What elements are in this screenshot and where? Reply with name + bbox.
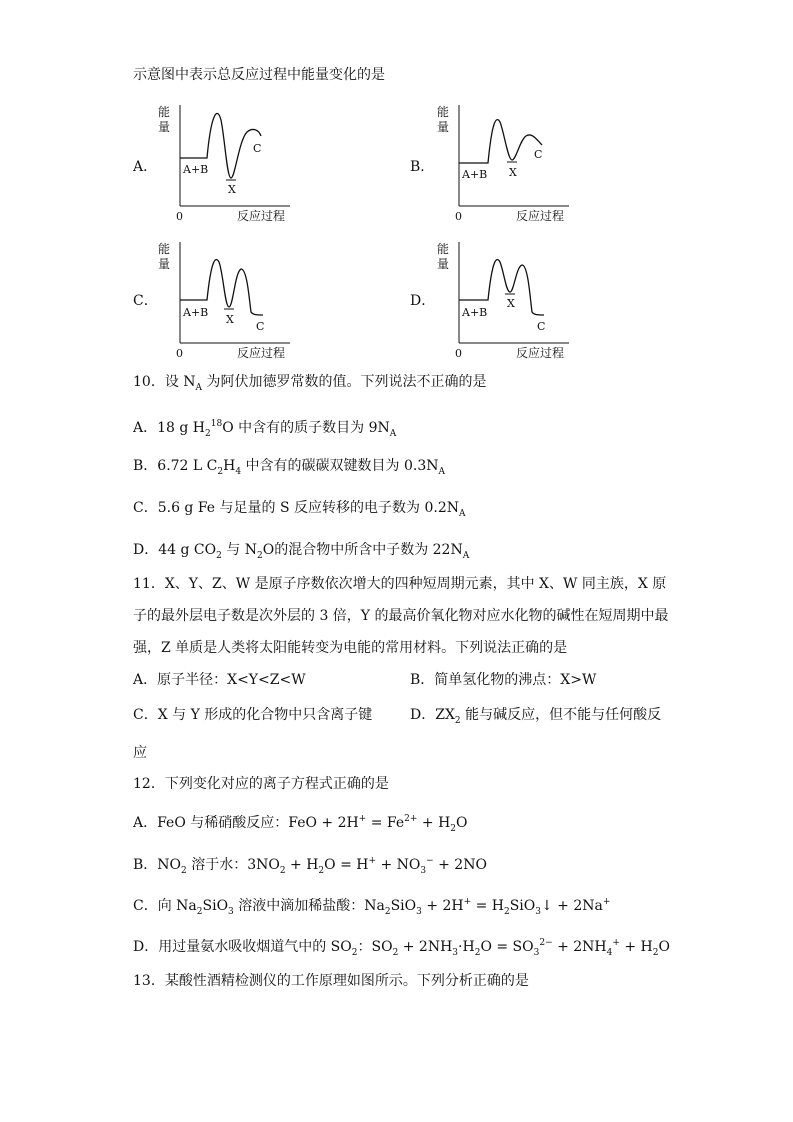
q12-option-d: D．用过量氨水吸收烟道气中的 $SO_2$：$SO_2 + 2NH_3\cdot H_2O = SO_3^{2-} + 2NH_4^+ + H_2O$	[133, 938, 670, 958]
q12-option-c: C．向 $Na_2SiO_3$ 溶液中滴加稀盐酸：$Na_2SiO_3 + 2H^+$ = $H_2SiO_3↓ + 2Na^+$	[133, 897, 611, 917]
q11-option-c: C．X 与 Y 形成的化合物中只含离子键	[133, 707, 373, 723]
q10-stem: 10．设 $N_A$ 为阿伏加德罗常数的值。下列说法不正确的是	[133, 374, 487, 393]
q12-option-a: A．FeO 与稀硝酸反应：FeO + $2H^+ = Fe^{2+} + H_2O$	[133, 814, 468, 834]
axis-label-energy-1: 能	[158, 105, 171, 119]
label-reactants: A+B	[462, 168, 488, 181]
q13-stem: 13．某酸性酒精检测仪的工作原理如图所示。下列分析正确的是	[133, 973, 529, 989]
axis-label-energy-2: 量	[158, 120, 171, 134]
q11-option-d: D．$ZX_2$ 能与碱反应，但不能与任何酸反	[410, 707, 662, 726]
axis-label-process: 反应过程	[237, 346, 286, 360]
q9-option-c-label: C．	[133, 293, 158, 309]
label-intermediate: X	[228, 183, 236, 196]
q11-stem-line2: 子的最外层电子数是次外层的 3 倍，Y 的最高价氧化物对应水化物的碱性在短周期中最	[133, 608, 669, 624]
q11-stem-line3: 强，Z 单质是人类将太阳能转变为电能的常用材料。下列说法正确的是	[133, 640, 568, 656]
q12-option-b: B．$NO_2$ 溶于水：$3NO_2 + H_2O = H^+ + NO_3^- + 2NO$	[133, 856, 487, 876]
q9-option-a-label: A．	[133, 159, 158, 175]
q11-option-a: A．原子半径：X<Y<Z<W	[133, 672, 306, 688]
q10-option-c: C．5.6 g Fe 与足量的 S 反应转移的电子数为 $0.2N_A$	[133, 500, 466, 519]
label-intermediate: X	[507, 297, 515, 310]
axis-label-energy-1: 能	[437, 105, 450, 119]
q10-option-a: A．18 g $H_2^{18}O$ 中含有的质子数目为 $9N_A$	[133, 419, 397, 439]
q10-option-d: D．44 g $CO_2$ 与 $N_2O$的混合物中所含中子数为 $22N_A$	[133, 542, 470, 561]
axis-origin: 0	[176, 347, 183, 360]
axis-origin: 0	[176, 210, 183, 223]
label-product: C	[256, 320, 265, 333]
q9-option-b-label: B．	[410, 159, 435, 175]
label-product: C	[253, 142, 262, 155]
label-intermediate: X	[226, 313, 234, 326]
axis-label-energy-2: 量	[437, 120, 450, 134]
axis-origin: 0	[455, 210, 462, 223]
axis-label-energy-1: 能	[437, 242, 450, 256]
q11-option-d-wrap: 应	[133, 745, 147, 761]
q11-stem-line1: 11．X、Y、Z、W 是原子序数依次增大的四种短周期元素，其中 X、W 同主族，X 原	[133, 576, 667, 592]
axis-label-energy-2: 量	[437, 257, 450, 271]
q11-option-b: B．简单氢化物的沸点：X>W	[410, 672, 597, 688]
q12-stem: 12．下列变化对应的离子方程式正确的是	[133, 776, 389, 792]
energy-diagram-b	[434, 100, 574, 225]
label-reactants: A+B	[183, 306, 209, 319]
label-intermediate: X	[509, 166, 517, 179]
label-product: C	[537, 320, 546, 333]
label-product: C	[534, 148, 543, 161]
axis-label-process: 反应过程	[516, 209, 565, 223]
axis-label-energy-1: 能	[158, 242, 171, 256]
energy-diagram-c	[155, 237, 295, 362]
q9-option-d-label: D．	[410, 293, 436, 309]
axis-label-process: 反应过程	[516, 346, 565, 360]
energy-diagram-a	[155, 100, 295, 225]
axis-label-energy-2: 量	[158, 257, 171, 271]
label-reactants: A+B	[462, 306, 488, 319]
axis-origin: 0	[455, 347, 462, 360]
label-reactants: A+B	[183, 163, 209, 176]
axis-label-process: 反应过程	[237, 209, 286, 223]
energy-diagram-d	[434, 237, 574, 362]
q10-option-b: B．6.72 L $C_2H_4$ 中含有的碳碳双键数目为 $0.3N_A$	[133, 458, 445, 477]
q9-stem-tail: 示意图中表示总反应过程中能量变化的是	[133, 67, 385, 83]
